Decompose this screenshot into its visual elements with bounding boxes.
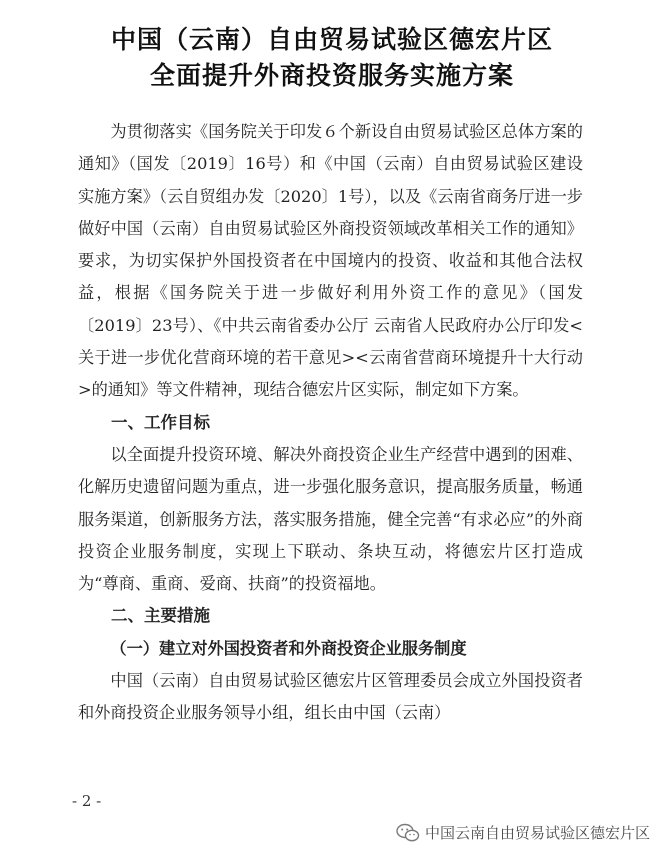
subsection-heading-service-system: （一）建立对外国投资者和外商投资企业服务制度 bbox=[110, 638, 467, 658]
preamble-paragraph: 为贯彻落实《国务院关于印发６个新设自由贸易试验区总体方案的通知》（国发〔2019〕16号）和《中国（云南）自由贸易试验区建设实施方案》（云自贸组办发〔2020〕1号），以及《云南省商务厅进一步做好中国（云南）自由贸易试验区外商投资领域改革相关工作的通知》要求，为切实保护外国投资者在中国境内的投资、收益和其他合法权益，根据《国务院关于进一步做好利用外资工作的意见》（国发〔2019〕23号）、《中共云南省委办公厅 云南省人民政府办公厅印发<关于进一步优化营商环境的若干意见><云南省营商环境提升十大行动>的通知》等文件精神，现结合德宏片区实际，制定如下方案。 bbox=[78, 122, 583, 400]
document-body bbox=[78, 116, 583, 730]
document-title-line2: 全面提升外商投资服务实施方案 bbox=[149, 61, 514, 90]
section-heading-goals: 一、工作目标 bbox=[111, 412, 210, 432]
wechat-icon bbox=[396, 823, 420, 843]
goals-paragraph: 以全面提升投资环境、解决外商投资企业生产经营中遇到的困难、化解历史遗留问题为重点，进一步强化服务意识，提高服务质量，畅通服务渠道，创新服务方法，落实服务措施，健全完善“有求必应”的外商投资企业服务制度，实现上下联动、条块互动，将德宏片区打造成为“尊商、重商、爱商、扶商”的投资福地。 bbox=[78, 444, 583, 594]
watermark-text: 中国云南自由贸易试验区德宏片区 bbox=[424, 824, 650, 842]
page-number: - 2 - bbox=[72, 792, 102, 810]
watermark bbox=[396, 822, 650, 843]
document-title-line1: 中国（云南）自由贸易试验区德宏片区 bbox=[110, 25, 553, 54]
service-system-paragraph: 中国（云南）自由贸易试验区德宏片区管理委员会成立外国投资者和外商投资企业服务领导小组，组长由中国（云南） bbox=[78, 671, 583, 723]
section-heading-measures: 二、主要措施 bbox=[111, 606, 210, 626]
